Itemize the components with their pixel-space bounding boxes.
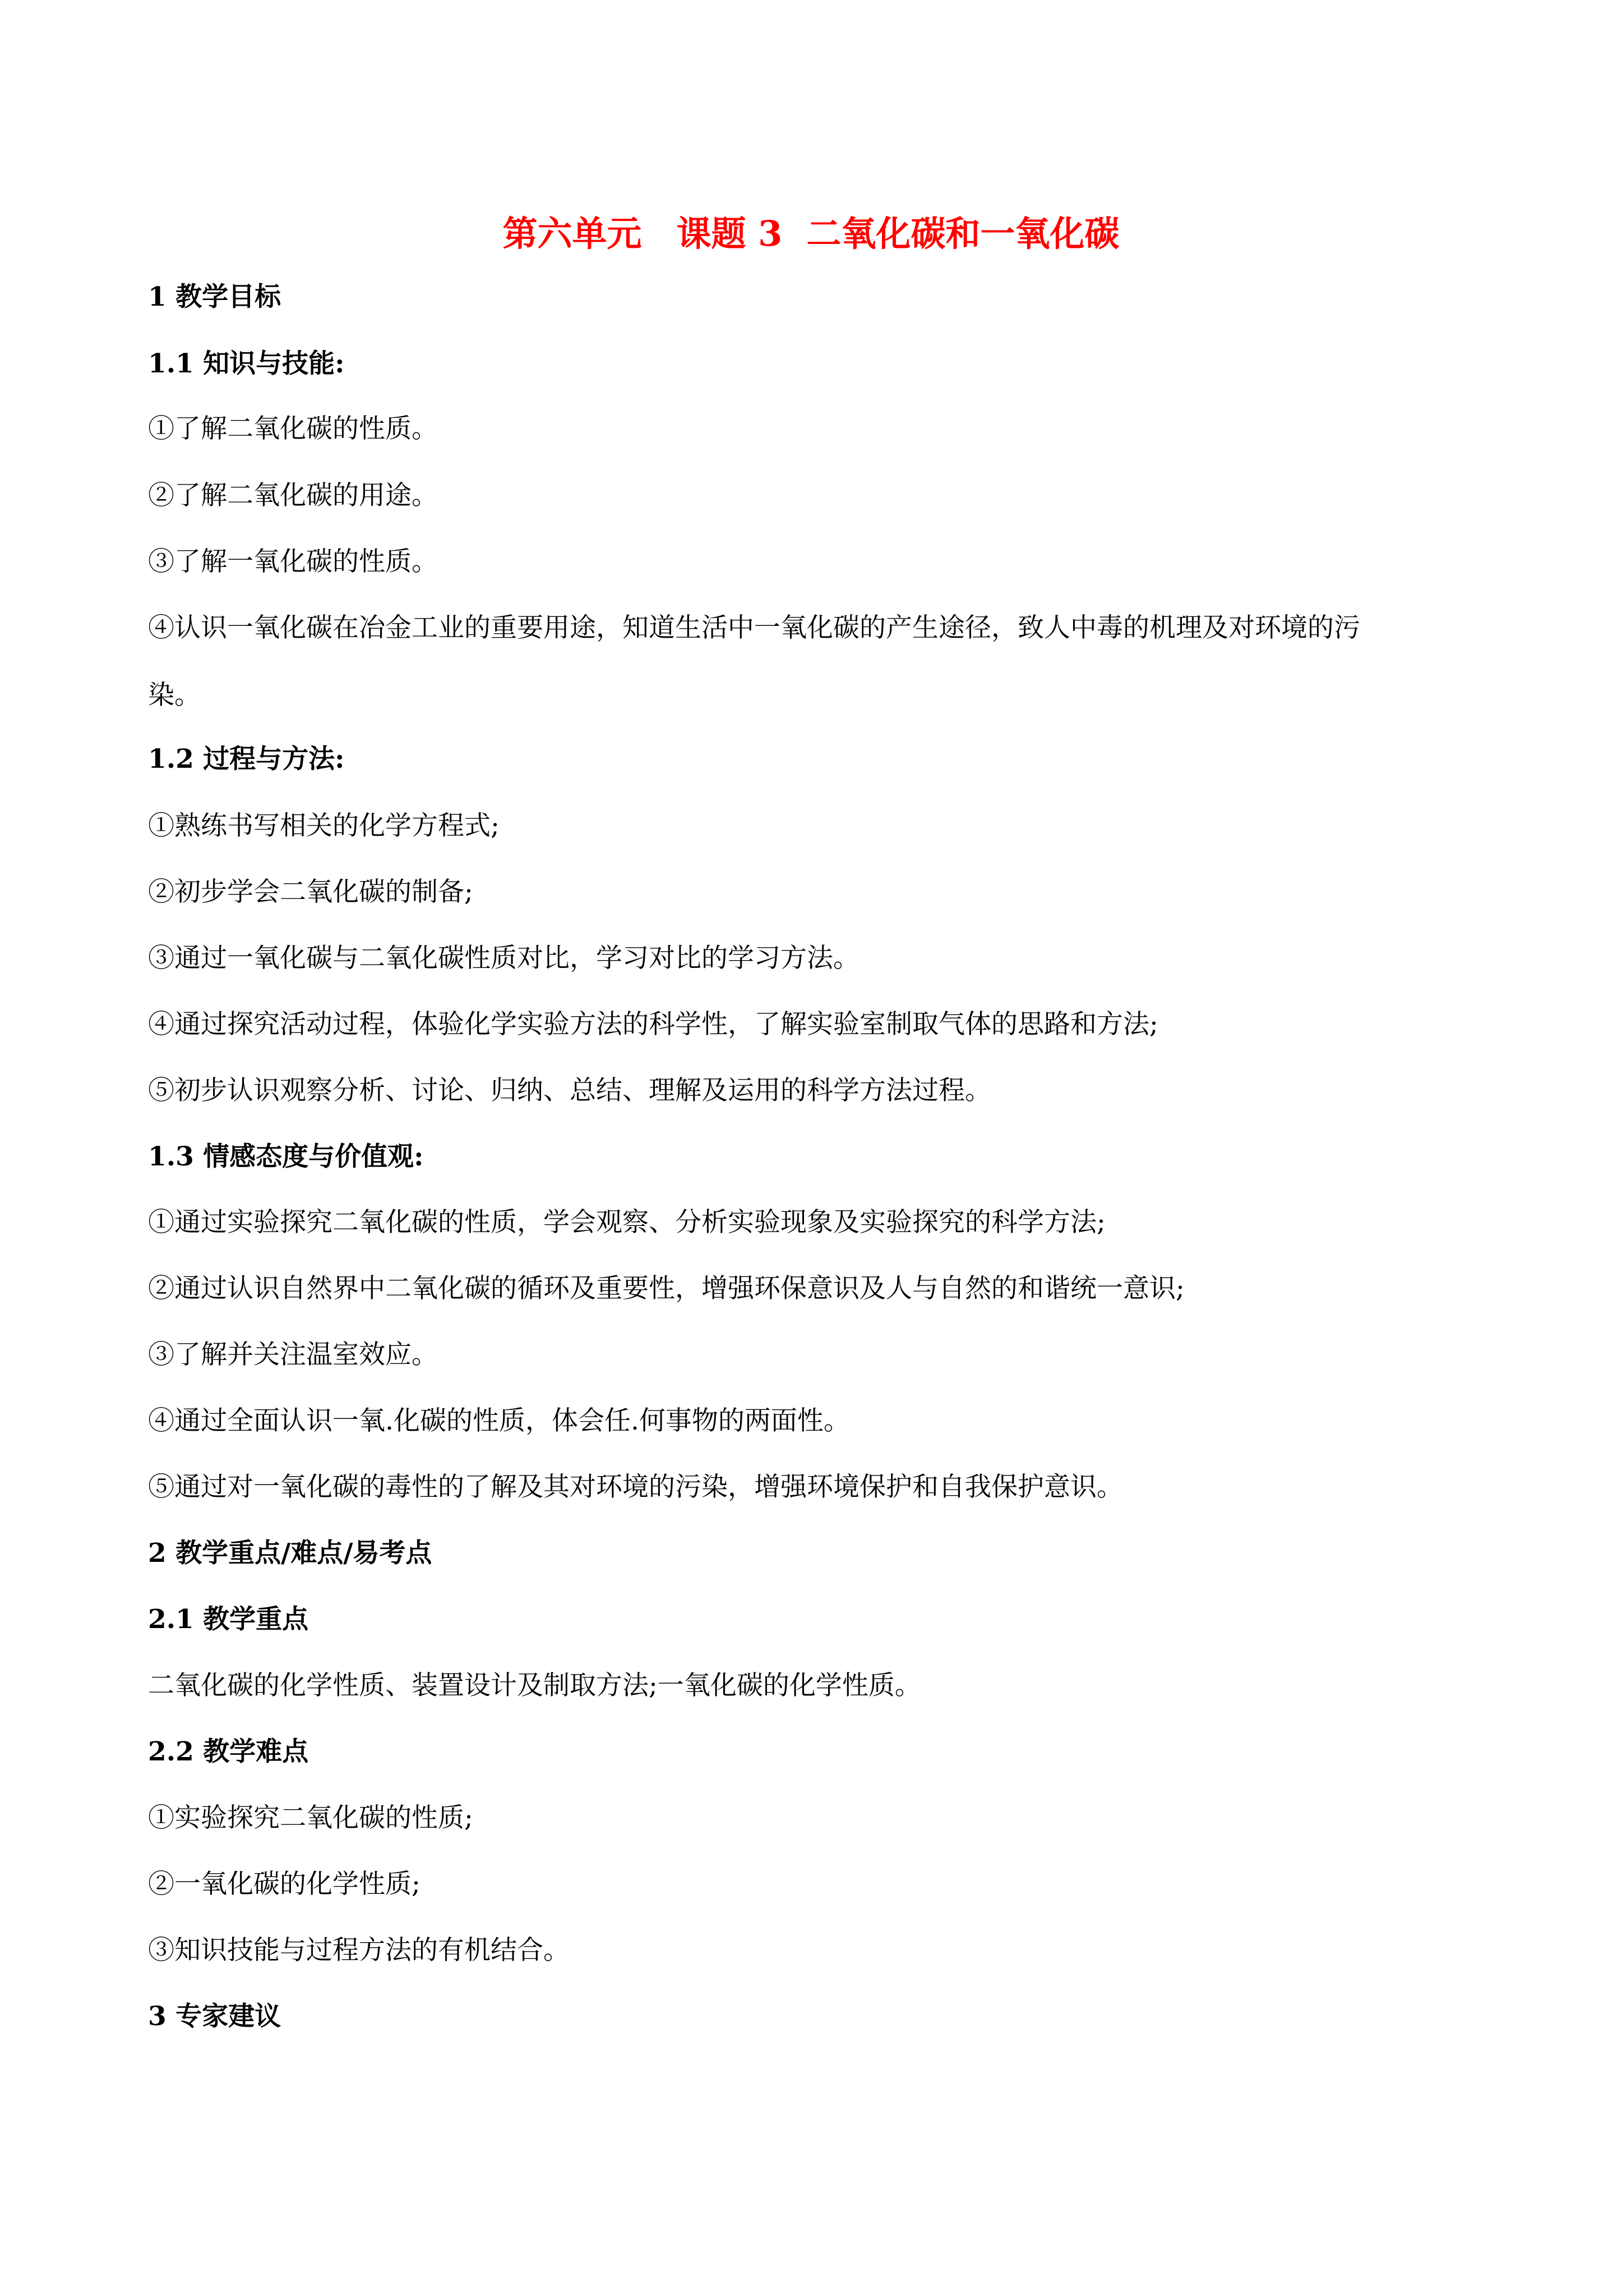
list-item: ①通过实验探究二氧化碳的性质，学会观察、分析实验现象及实验探究的科学方法; [148, 1207, 1106, 1238]
heading-teaching-difficulties: 2.2 教学难点 [148, 1736, 309, 1767]
heading-teaching-objectives: 1 教学目标 [148, 282, 281, 312]
list-item: ②初步学会二氧化碳的制备; [148, 877, 473, 907]
heading-key-points: 2 教学重点/难点/易考点 [148, 1538, 432, 1569]
list-item: ⑤通过对一氧化碳的毒性的了解及其对环境的污染，增强环境保护和自我保护意识。 [148, 1472, 1123, 1502]
list-item: ②一氧化碳的化学性质; [148, 1869, 420, 1899]
list-item-line: ④认识一氧化碳在冶金工业的重要用途，知道生活中一氧化碳的产生途径，致人中毒的机理及对环境的污 [148, 612, 1360, 643]
list-item: ③了解一氧化碳的性质。 [148, 546, 438, 577]
list-item: ①熟练书写相关的化学方程式; [148, 810, 500, 841]
heading-knowledge-skills: 1.1 知识与技能: [148, 348, 345, 379]
document-title: 第六单元 课题 3 二氧化碳和一氧化碳 [502, 213, 1120, 254]
list-item: ③了解并关注温室效应。 [148, 1339, 438, 1370]
list-item [148, 610, 1488, 713]
paragraph: 二氧化碳的化学性质、装置设计及制取方法;一氧化碳的化学性质。 [148, 1670, 921, 1701]
heading-attitudes-values: 1.3 情感态度与价值观: [148, 1141, 424, 1172]
list-item: ④通过全面认识一氧.化碳的性质，体会任.何事物的两面性。 [148, 1405, 850, 1436]
list-item: ①了解二氧化碳的性质。 [148, 413, 438, 444]
heading-process-methods: 1.2 过程与方法: [148, 744, 345, 774]
list-item: ⑤初步认识观察分析、讨论、归纳、总结、理解及运用的科学方法过程。 [148, 1075, 991, 1106]
list-item: ④通过探究活动过程，体验化学实验方法的科学性，了解实验室制取气体的思路和方法; [148, 1009, 1158, 1040]
list-item: ③知识技能与过程方法的有机结合。 [148, 1935, 570, 1966]
list-item-line: 染。 [148, 680, 201, 711]
list-item: ①实验探究二氧化碳的性质; [148, 1802, 473, 1833]
list-item: ②通过认识自然界中二氧化碳的循环及重要性，增强环保意识及人与自然的和谐统一意识; [148, 1273, 1185, 1304]
list-item: ②了解二氧化碳的用途。 [148, 480, 438, 511]
heading-expert-advice: 3 专家建议 [148, 2001, 281, 2032]
list-item: ③通过一氧化碳与二氧化碳性质对比，学习对比的学习方法。 [148, 943, 859, 974]
heading-teaching-focus: 2.1 教学重点 [148, 1604, 309, 1635]
